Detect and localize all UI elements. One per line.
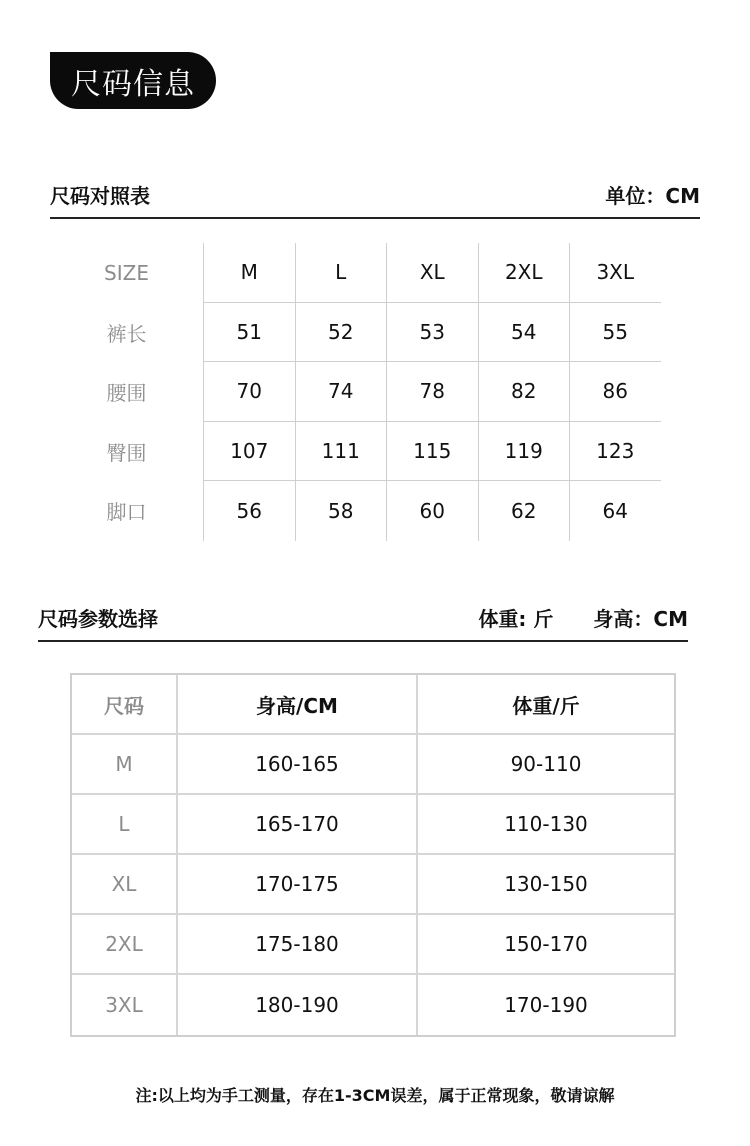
chart-row bbox=[80, 362, 661, 422]
selection-cell: 180-190 bbox=[178, 975, 418, 1035]
selection-header bbox=[38, 603, 688, 642]
chart-cell: 2XL bbox=[478, 243, 570, 303]
selection-row bbox=[72, 975, 674, 1035]
selection-cell: 150-170 bbox=[504, 932, 588, 956]
chart-cell: 119 bbox=[478, 422, 570, 482]
chart-cell: 111 bbox=[295, 422, 387, 482]
chart-cell: XL bbox=[386, 243, 478, 303]
selection-size-cell: 3XL bbox=[72, 975, 178, 1035]
selection-row bbox=[72, 855, 674, 915]
size-chart-unit: 单位：CM bbox=[605, 184, 700, 208]
chart-row-label: 裤长 bbox=[106, 321, 147, 346]
selection-size-cell: L bbox=[72, 795, 178, 853]
chart-row bbox=[80, 422, 661, 482]
selection-cell: 体重/斤 bbox=[512, 693, 580, 718]
chart-cell: M bbox=[203, 243, 295, 303]
selection-table bbox=[70, 673, 676, 1037]
selection-row bbox=[72, 915, 674, 975]
selection-cell: 170-190 bbox=[504, 993, 588, 1017]
chart-cell: 56 bbox=[203, 481, 295, 541]
selection-cell: 130-150 bbox=[504, 872, 588, 896]
chart-cell: 107 bbox=[203, 422, 295, 482]
page-title: 尺码信息 bbox=[50, 52, 216, 109]
selection-row bbox=[72, 795, 674, 855]
selection-cell: 160-165 bbox=[178, 735, 418, 793]
selection-cell: 175-180 bbox=[178, 915, 418, 973]
chart-cell: 53 bbox=[386, 303, 478, 363]
chart-cell: 52 bbox=[295, 303, 387, 363]
chart-cell: 58 bbox=[295, 481, 387, 541]
selection-row bbox=[72, 735, 674, 795]
chart-cell: 70 bbox=[203, 362, 295, 422]
selection-size-cell: 尺码 bbox=[72, 675, 178, 733]
chart-row bbox=[80, 481, 661, 541]
selection-size-cell: XL bbox=[72, 855, 178, 913]
chart-cell: 78 bbox=[386, 362, 478, 422]
chart-row bbox=[80, 303, 661, 363]
size-chart-header bbox=[50, 180, 700, 219]
chart-cell: 123 bbox=[569, 422, 661, 482]
measurement-note: 注:以上均为手工测量，存在1-3CM误差，属于正常现象，敬请谅解 bbox=[135, 1086, 615, 1105]
chart-cell: 3XL bbox=[569, 243, 661, 303]
selection-unit-weight: 体重: 斤 bbox=[478, 607, 554, 631]
chart-row-label: SIZE bbox=[104, 260, 149, 285]
chart-cell: 55 bbox=[569, 303, 661, 363]
chart-header-row bbox=[80, 243, 661, 303]
chart-cell: 51 bbox=[203, 303, 295, 363]
selection-size-cell: 2XL bbox=[72, 915, 178, 973]
chart-cell: 115 bbox=[386, 422, 478, 482]
chart-cell: 62 bbox=[478, 481, 570, 541]
chart-row-label: 脚口 bbox=[106, 500, 147, 525]
chart-row-label: 腰围 bbox=[106, 381, 147, 406]
chart-cell: 54 bbox=[478, 303, 570, 363]
selection-header-row bbox=[72, 675, 674, 735]
selection-cell: 90-110 bbox=[510, 752, 582, 776]
selection-cell: 身高/CM bbox=[178, 675, 418, 733]
selection-cell: 170-175 bbox=[178, 855, 418, 913]
selection-size-cell: M bbox=[72, 735, 178, 793]
selection-cell: 165-170 bbox=[178, 795, 418, 853]
chart-cell: 74 bbox=[295, 362, 387, 422]
chart-cell: 86 bbox=[569, 362, 661, 422]
chart-cell: 60 bbox=[386, 481, 478, 541]
size-chart-table bbox=[80, 243, 661, 541]
size-chart-heading: 尺码对照表 bbox=[50, 184, 150, 208]
chart-row-label: 臀围 bbox=[106, 440, 147, 465]
chart-cell: 64 bbox=[569, 481, 661, 541]
selection-heading: 尺码参数选择 bbox=[38, 607, 158, 631]
selection-unit-height: 身高：CM bbox=[593, 607, 688, 631]
selection-cell: 110-130 bbox=[504, 812, 588, 836]
chart-cell: L bbox=[295, 243, 387, 303]
chart-cell: 82 bbox=[478, 362, 570, 422]
